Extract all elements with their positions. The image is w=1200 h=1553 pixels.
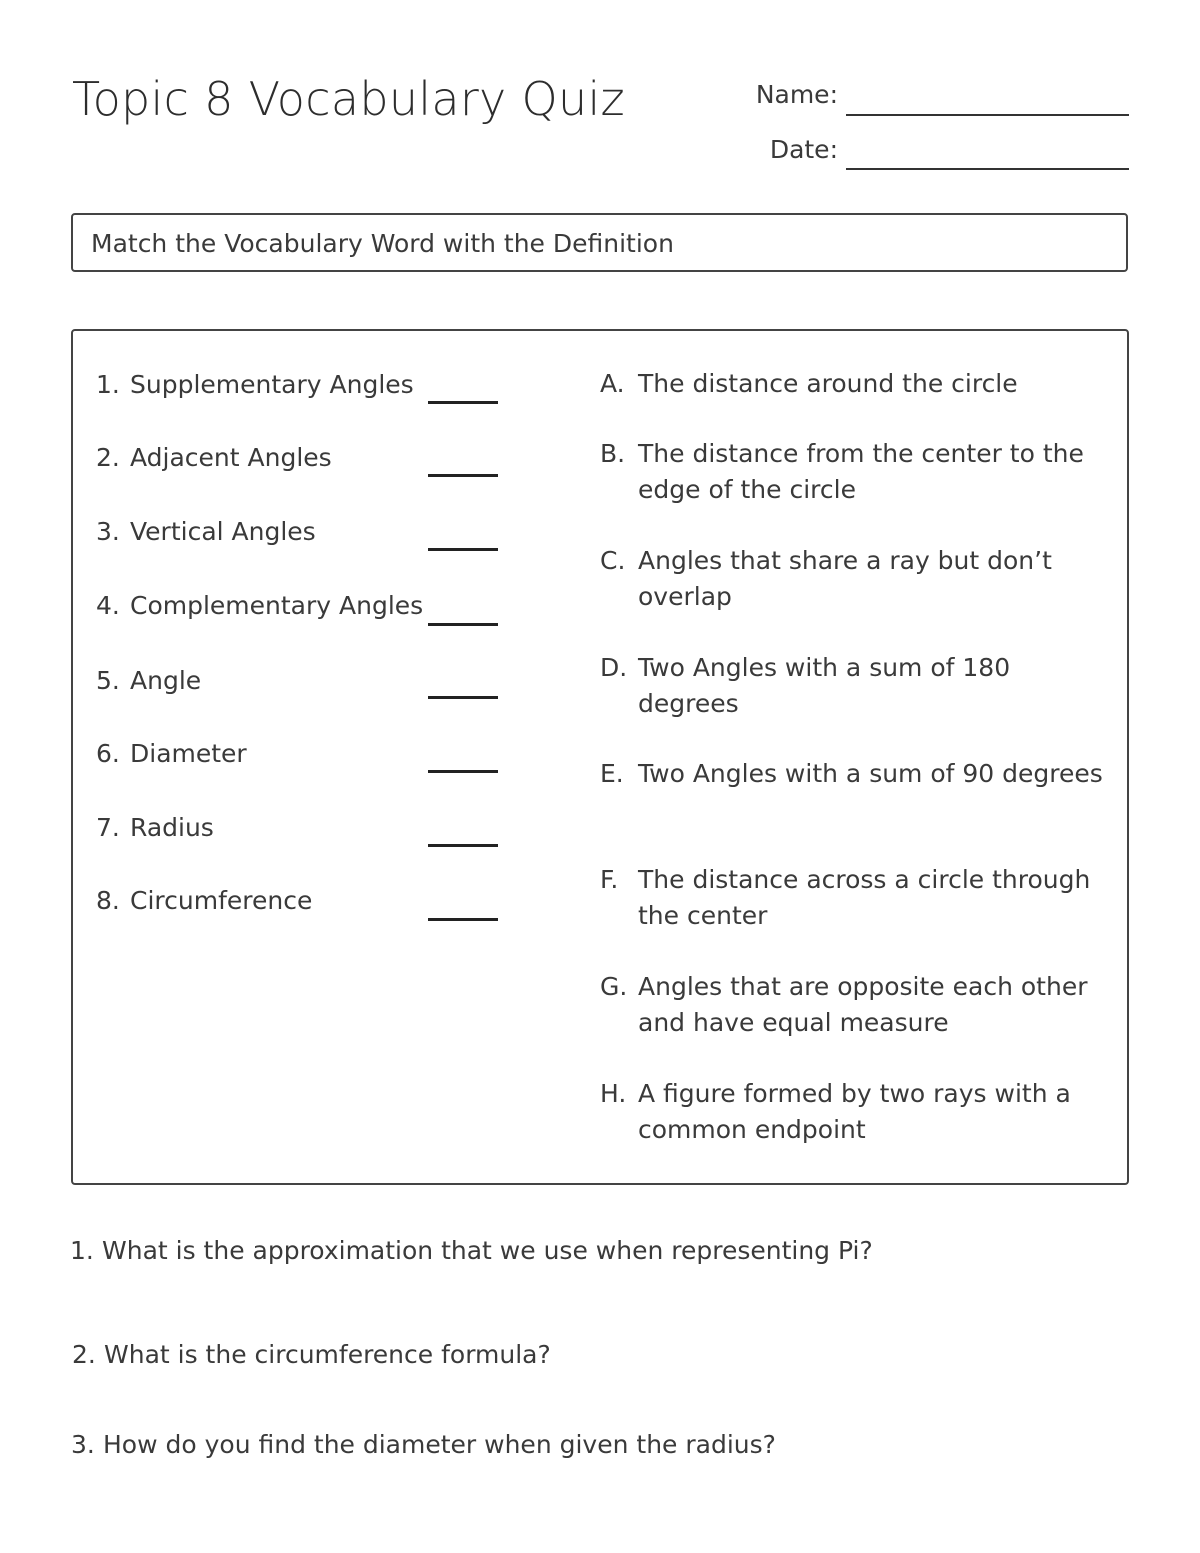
quiz-title: Topic 8 Vocabulary Quiz <box>72 72 625 126</box>
definition-text: Two Angles with a sum of 90 degrees <box>638 759 1103 788</box>
definition-text: Angles that are opposite each other and have equal measure <box>638 972 1088 1037</box>
term-number: 7. <box>96 813 120 842</box>
term-item <box>96 591 423 620</box>
definition-text: The distance across a circle through the center <box>638 865 1091 930</box>
term-word: Supplementary Angles <box>130 370 414 399</box>
definition-letter: D. <box>600 653 628 682</box>
term-number: 3. <box>96 517 120 546</box>
definition-letter: H. <box>600 1079 627 1108</box>
definition-letter: C. <box>600 546 626 575</box>
question-number: 2. <box>72 1340 96 1369</box>
term-item <box>96 886 312 915</box>
question-item <box>71 1430 776 1459</box>
definition-text: Angles that share a ray but don’t overlap <box>638 546 1052 611</box>
question-text: What is the circumference formula? <box>104 1340 551 1369</box>
question-text: How do you find the diameter when given the radius? <box>103 1430 776 1459</box>
question-text: What is the approximation that we use when representing Pi? <box>102 1236 873 1265</box>
answer-blank[interactable] <box>428 474 498 477</box>
answer-blank[interactable] <box>428 696 498 699</box>
term-number: 1. <box>96 370 120 399</box>
definition-text: The distance from the center to the edge of the circle <box>638 439 1084 504</box>
term-number: 2. <box>96 443 120 472</box>
question-number: 3. <box>71 1430 95 1459</box>
definition-letter: F. <box>600 865 619 894</box>
definition-letter: B. <box>600 439 626 468</box>
term-word: Radius <box>130 813 214 842</box>
date-label: Date: <box>769 135 838 164</box>
term-item <box>96 443 332 472</box>
term-number: 8. <box>96 886 120 915</box>
definition-text: The distance around the circle <box>638 369 1018 398</box>
term-word: Complementary Angles <box>130 591 424 620</box>
definition-text: A figure formed by two rays with a common endpoint <box>638 1079 1071 1144</box>
date-answer-line[interactable] <box>846 168 1129 170</box>
term-item <box>96 739 247 768</box>
name-label: Name: <box>755 80 838 109</box>
answer-blank[interactable] <box>428 844 498 847</box>
term-number: 4. <box>96 591 120 620</box>
question-item <box>70 1236 873 1265</box>
answer-blank[interactable] <box>428 623 498 626</box>
term-item <box>96 517 316 546</box>
term-item <box>96 370 414 399</box>
term-word: Adjacent Angles <box>130 443 332 472</box>
question-number: 1. <box>70 1236 94 1265</box>
definition-letter: A. <box>600 369 625 398</box>
name-answer-line[interactable] <box>846 114 1129 116</box>
answer-blank[interactable] <box>428 770 498 773</box>
answer-blank[interactable] <box>428 548 498 551</box>
term-number: 6. <box>96 739 120 768</box>
term-word: Diameter <box>130 739 247 768</box>
term-word: Vertical Angles <box>130 517 316 546</box>
answer-blank[interactable] <box>428 401 498 404</box>
term-number: 5. <box>96 666 120 695</box>
definition-letter: E. <box>600 759 624 788</box>
term-item <box>96 666 201 695</box>
term-word: Angle <box>130 666 202 695</box>
question-item <box>72 1340 551 1369</box>
term-word: Circumference <box>130 886 313 915</box>
instructions-text: Match the Vocabulary Word with the Definition <box>91 229 674 258</box>
answer-blank[interactable] <box>428 918 498 921</box>
term-item <box>96 813 214 842</box>
definition-letter: G. <box>600 972 628 1001</box>
instructions-box <box>71 213 1128 272</box>
definition-text: Two Angles with a sum of 180 degrees <box>638 653 1011 718</box>
